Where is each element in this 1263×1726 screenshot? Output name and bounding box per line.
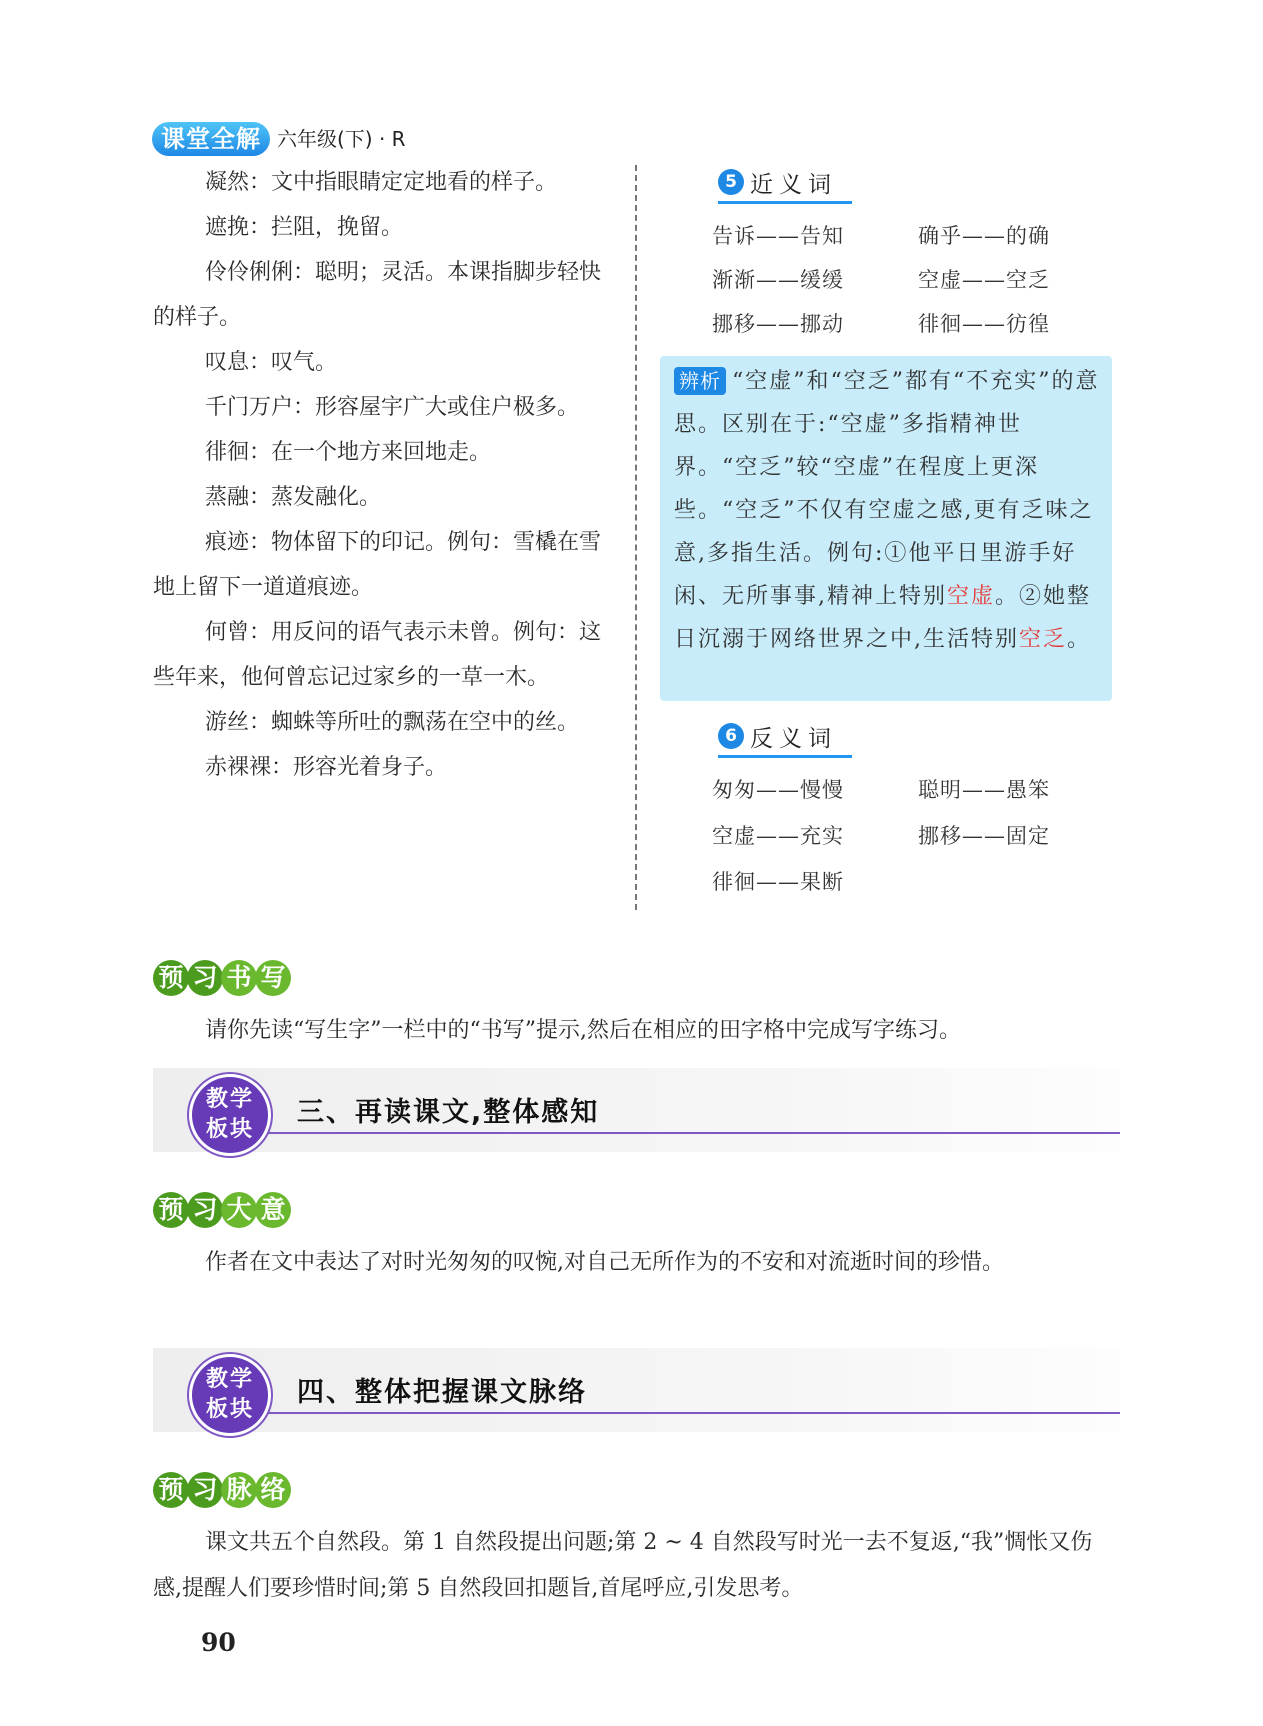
brand-logo: 课堂全解 — [152, 122, 270, 156]
antonym-pair: 徘徊——果断 — [712, 870, 844, 894]
preview-context-badge: 预 习 脉 络 — [153, 1472, 289, 1510]
synonyms-header — [718, 164, 837, 200]
antonyms-header — [718, 718, 837, 754]
teaching-block-title: 四、整体把握课文脉络 — [297, 1377, 587, 1408]
grade-label: 六年级(下) · R — [277, 127, 406, 151]
analysis-note — [660, 356, 1112, 701]
synonyms-underline — [718, 201, 852, 204]
teaching-block-title: 三、再读课文,整体感知 — [297, 1097, 600, 1128]
synonyms-title: 近义词 — [750, 171, 837, 198]
definition: 蒸融：蒸发融化。 — [205, 485, 382, 510]
synonym-pair: 告诉——告知 — [712, 224, 844, 248]
synonym-pair: 空虚——空乏 — [918, 268, 1050, 292]
preview-writing-text: 请你先读“写生字”一栏中的“书写”提示,然后在相应的田字格中完成写字练习。 — [205, 1018, 961, 1043]
section-number-badge: 6 — [718, 723, 744, 749]
analysis-badge: 辨析 — [674, 367, 726, 395]
banner-line — [208, 1132, 1120, 1134]
teaching-block-4-banner — [153, 1348, 1120, 1432]
preview-idea-badge: 预 习 大 意 — [153, 1192, 289, 1230]
highlight-word: 空乏 — [1019, 627, 1068, 652]
antonyms-title: 反义词 — [750, 725, 837, 752]
synonym-pair: 渐渐——缓缓 — [712, 268, 844, 292]
synonym-pair: 确乎——的确 — [918, 224, 1050, 248]
preview-writing-badge: 预 习 书 写 — [153, 960, 289, 998]
synonym-pair: 徘徊——彷徨 — [918, 312, 1050, 336]
antonym-pair: 匆匆——慢慢 — [712, 778, 844, 802]
definition: 遮挽：拦阻，挽留。 — [205, 215, 404, 240]
teaching-block-badge: 教学 板块 — [187, 1072, 273, 1158]
definition: 痕迹：物体留下的印记。例句：雪橇在雪地上留下一道道痕迹。 — [153, 530, 602, 600]
page-number: 90 — [201, 1628, 236, 1657]
preview-idea-text: 作者在文中表达了对时光匆匆的叹惋,对自己无所作为的不安和对流逝时间的珍惜。 — [205, 1250, 1004, 1275]
section-number-badge: 5 — [718, 169, 744, 195]
definition: 何曾：用反问的语气表示未曾。例句：这些年来，他何曾忘记过家乡的一草一木。 — [153, 620, 602, 690]
definition: 徘徊：在一个地方来回地走。 — [205, 440, 492, 465]
definition: 千门万户：形容屋宇广大或住户极多。 — [205, 395, 580, 420]
preview-context-text: 课文共五个自然段。第 1 自然段提出问题;第 2 ~ 4 自然段写时光一去不复返,“我”惆怅又伤感,提醒人们要珍惜时间;第 5 自然段回扣题旨,首尾呼应,引发思考。 — [153, 1530, 1093, 1601]
definition: 赤裸裸：形容光着身子。 — [205, 755, 448, 780]
banner-line — [208, 1412, 1120, 1414]
definition: 凝然：文中指眼睛定定地看的样子。 — [205, 170, 558, 195]
analysis-text: 辨析 “空虚”和“空乏”都有“不充实”的意思。区别在于:“空虚”多指精神世界。“空乏”较“空虚”在程度上更深些。“空乏”不仅有空虚之感,更有乏味之意,多指生活。例句:①他平日里游手好闲、无所事事,精神上特别空虚。②她整日沉溺于网络世界之中,生活特别空乏。 — [674, 369, 1100, 652]
teaching-block-3-banner — [153, 1068, 1120, 1152]
antonym-pair: 空虚——充实 — [712, 824, 844, 848]
column-divider — [635, 165, 637, 910]
antonym-pair: 聪明——愚笨 — [918, 778, 1050, 802]
teaching-block-badge: 教学 板块 — [187, 1352, 273, 1438]
synonym-pair: 挪移——挪动 — [712, 312, 844, 336]
definition: 叹息：叹气。 — [205, 350, 338, 375]
definitions-list — [153, 160, 613, 790]
highlight-word: 空虚 — [947, 584, 996, 609]
antonyms-underline — [718, 755, 852, 758]
definition: 游丝：蜘蛛等所吐的飘荡在空中的丝。 — [205, 710, 580, 735]
antonym-pair: 挪移——固定 — [918, 824, 1050, 848]
definition: 伶伶俐俐：聪明；灵活。本课指脚步轻快的样子。 — [153, 260, 602, 330]
